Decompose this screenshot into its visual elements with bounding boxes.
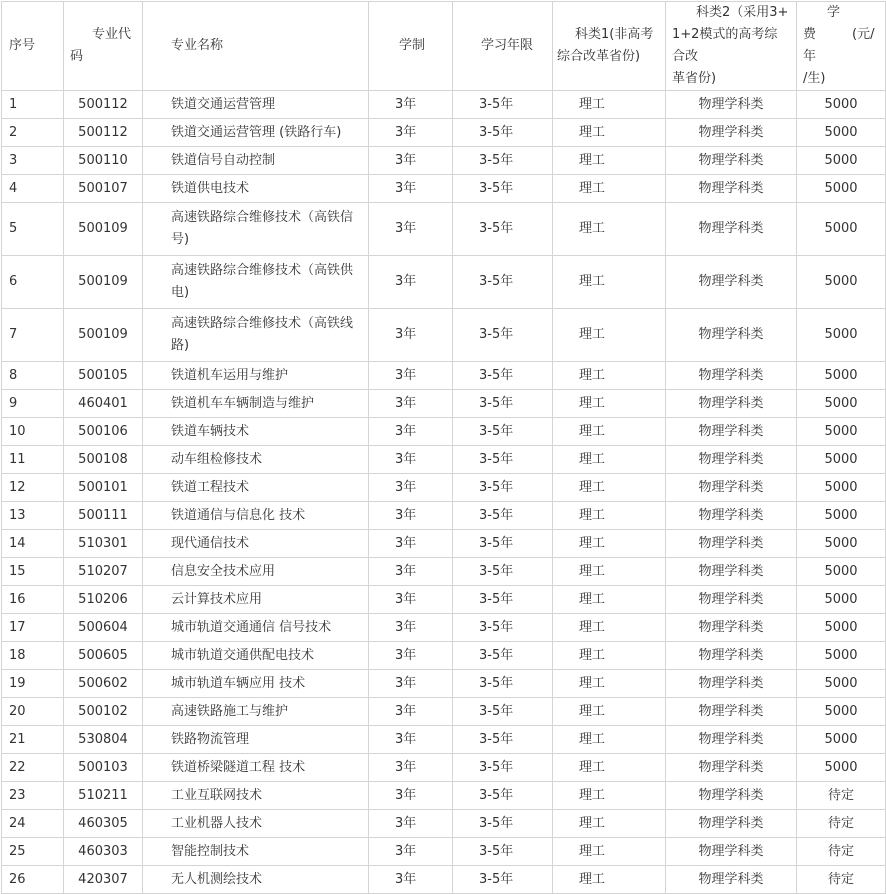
- cell-duration: 3年: [369, 754, 453, 782]
- table-row: [2, 362, 886, 390]
- cell-fee: 5000: [797, 726, 886, 754]
- cell-fee: 5000: [797, 698, 886, 726]
- header-no: 序号: [2, 2, 64, 91]
- cell-category-2: 物理学科类: [666, 446, 797, 474]
- cell-category-1: 理工: [553, 782, 666, 810]
- cell-study-years: 3-5年: [453, 586, 553, 614]
- majors-table: [1, 1, 886, 894]
- header-duration: 学制: [369, 2, 453, 91]
- cell-code: 460305: [64, 810, 143, 838]
- cell-category-2: 物理学科类: [666, 256, 797, 309]
- header-category-1: 科类1(非高考 综合改革省份): [553, 2, 666, 91]
- cell-study-years: 3-5年: [453, 256, 553, 309]
- cell-no: 26: [2, 866, 64, 894]
- cell-study-years: 3-5年: [453, 446, 553, 474]
- cell-no: 1: [2, 91, 64, 119]
- cell-category-1: 理工: [553, 586, 666, 614]
- cell-duration: 3年: [369, 502, 453, 530]
- cell-no: 22: [2, 754, 64, 782]
- cell-duration: 3年: [369, 446, 453, 474]
- table-row: [2, 670, 886, 698]
- cell-code: 500112: [64, 119, 143, 147]
- cell-code: 500108: [64, 446, 143, 474]
- cell-category-1: 理工: [553, 203, 666, 256]
- cell-duration: 3年: [369, 362, 453, 390]
- cell-category-1: 理工: [553, 642, 666, 670]
- cell-category-2: 物理学科类: [666, 175, 797, 203]
- cell-no: 7: [2, 309, 64, 362]
- cell-study-years: 3-5年: [453, 558, 553, 586]
- cell-no: 23: [2, 782, 64, 810]
- cell-code: 500109: [64, 203, 143, 256]
- cell-study-years: 3-5年: [453, 418, 553, 446]
- cell-name: 智能控制技术: [143, 838, 369, 866]
- cell-category-1: 理工: [553, 446, 666, 474]
- cell-category-1: 理工: [553, 558, 666, 586]
- cell-name: 无人机测绘技术: [143, 866, 369, 894]
- cell-name: 铁道通信与信息化 技术: [143, 502, 369, 530]
- table-row: [2, 256, 886, 309]
- cell-name: 城市轨道交通供配电技术: [143, 642, 369, 670]
- cell-code: 510211: [64, 782, 143, 810]
- cell-name: 铁道供电技术: [143, 175, 369, 203]
- cell-fee: 待定: [797, 866, 886, 894]
- cell-study-years: 3-5年: [453, 390, 553, 418]
- cell-category-2: 物理学科类: [666, 754, 797, 782]
- cell-no: 16: [2, 586, 64, 614]
- cell-fee: 5000: [797, 390, 886, 418]
- table-body: [2, 91, 886, 894]
- cell-fee: 5000: [797, 446, 886, 474]
- cell-name: 工业互联网技术: [143, 782, 369, 810]
- cell-code: 510206: [64, 586, 143, 614]
- table-row: [2, 558, 886, 586]
- table-row: [2, 119, 886, 147]
- cell-study-years: 3-5年: [453, 309, 553, 362]
- cell-study-years: 3-5年: [453, 147, 553, 175]
- cell-name: 铁道交通运营管理 (铁路行车): [143, 119, 369, 147]
- cell-duration: 3年: [369, 530, 453, 558]
- cell-category-1: 理工: [553, 726, 666, 754]
- cell-category-2: 物理学科类: [666, 558, 797, 586]
- cell-code: 460303: [64, 838, 143, 866]
- cell-code: 500103: [64, 754, 143, 782]
- cell-duration: 3年: [369, 670, 453, 698]
- table-row: [2, 474, 886, 502]
- cell-study-years: 3-5年: [453, 119, 553, 147]
- cell-name: 高速铁路综合维修技术（高铁供电): [143, 256, 369, 309]
- cell-name: 工业机器人技术: [143, 810, 369, 838]
- cell-category-2: 物理学科类: [666, 838, 797, 866]
- cell-name: 高速铁路综合维修技术（高铁线路): [143, 309, 369, 362]
- cell-category-2: 物理学科类: [666, 502, 797, 530]
- cell-category-1: 理工: [553, 309, 666, 362]
- cell-duration: 3年: [369, 782, 453, 810]
- cell-duration: 3年: [369, 614, 453, 642]
- cell-no: 15: [2, 558, 64, 586]
- cell-fee: 5000: [797, 530, 886, 558]
- cell-duration: 3年: [369, 642, 453, 670]
- cell-no: 19: [2, 670, 64, 698]
- cell-no: 24: [2, 810, 64, 838]
- cell-category-1: 理工: [553, 256, 666, 309]
- cell-category-2: 物理学科类: [666, 642, 797, 670]
- table-row: [2, 866, 886, 894]
- cell-study-years: 3-5年: [453, 726, 553, 754]
- cell-category-1: 理工: [553, 810, 666, 838]
- cell-code: 500602: [64, 670, 143, 698]
- header-category-2: 科类2（采用3+ 1+2模式的高考综合改 革省份): [666, 2, 797, 91]
- cell-fee: 5000: [797, 119, 886, 147]
- cell-category-1: 理工: [553, 474, 666, 502]
- table-row: [2, 530, 886, 558]
- cell-name: 铁路物流管理: [143, 726, 369, 754]
- cell-code: 500109: [64, 256, 143, 309]
- header-fee: 学 费 (元/年 /生): [797, 2, 886, 91]
- cell-code: 500109: [64, 309, 143, 362]
- cell-category-1: 理工: [553, 670, 666, 698]
- cell-name: 铁道车辆技术: [143, 418, 369, 446]
- cell-study-years: 3-5年: [453, 175, 553, 203]
- cell-name: 云计算技术应用: [143, 586, 369, 614]
- table-row: [2, 390, 886, 418]
- cell-code: 420307: [64, 866, 143, 894]
- cell-duration: 3年: [369, 256, 453, 309]
- cell-study-years: 3-5年: [453, 502, 553, 530]
- cell-study-years: 3-5年: [453, 866, 553, 894]
- cell-code: 500107: [64, 175, 143, 203]
- cell-duration: 3年: [369, 474, 453, 502]
- table-row: [2, 838, 886, 866]
- cell-duration: 3年: [369, 810, 453, 838]
- cell-category-1: 理工: [553, 119, 666, 147]
- cell-duration: 3年: [369, 838, 453, 866]
- cell-study-years: 3-5年: [453, 530, 553, 558]
- cell-no: 25: [2, 838, 64, 866]
- cell-category-1: 理工: [553, 866, 666, 894]
- cell-study-years: 3-5年: [453, 614, 553, 642]
- cell-duration: 3年: [369, 558, 453, 586]
- table-row: [2, 782, 886, 810]
- cell-study-years: 3-5年: [453, 810, 553, 838]
- cell-category-2: 物理学科类: [666, 698, 797, 726]
- header-row: [2, 2, 886, 91]
- cell-fee: 待定: [797, 782, 886, 810]
- cell-study-years: 3-5年: [453, 782, 553, 810]
- cell-fee: 5000: [797, 642, 886, 670]
- cell-study-years: 3-5年: [453, 670, 553, 698]
- cell-duration: 3年: [369, 91, 453, 119]
- cell-duration: 3年: [369, 309, 453, 362]
- cell-code: 510207: [64, 558, 143, 586]
- cell-fee: 5000: [797, 614, 886, 642]
- table-row: [2, 586, 886, 614]
- table-row: [2, 418, 886, 446]
- cell-no: 6: [2, 256, 64, 309]
- table-row: [2, 726, 886, 754]
- cell-category-1: 理工: [553, 502, 666, 530]
- cell-category-1: 理工: [553, 362, 666, 390]
- cell-name: 铁道工程技术: [143, 474, 369, 502]
- table-row: [2, 502, 886, 530]
- cell-duration: 3年: [369, 726, 453, 754]
- cell-name: 铁道机车车辆制造与维护: [143, 390, 369, 418]
- cell-duration: 3年: [369, 119, 453, 147]
- table-row: [2, 810, 886, 838]
- cell-no: 20: [2, 698, 64, 726]
- cell-category-2: 物理学科类: [666, 390, 797, 418]
- cell-category-1: 理工: [553, 418, 666, 446]
- cell-category-2: 物理学科类: [666, 530, 797, 558]
- cell-fee: 5000: [797, 147, 886, 175]
- cell-fee: 5000: [797, 256, 886, 309]
- cell-category-2: 物理学科类: [666, 418, 797, 446]
- cell-study-years: 3-5年: [453, 474, 553, 502]
- cell-fee: 5000: [797, 502, 886, 530]
- cell-code: 500102: [64, 698, 143, 726]
- cell-category-1: 理工: [553, 754, 666, 782]
- table-row: [2, 309, 886, 362]
- cell-fee: 5000: [797, 203, 886, 256]
- cell-name: 铁道交通运营管理: [143, 91, 369, 119]
- table-row: [2, 642, 886, 670]
- cell-name: 高速铁路施工与维护: [143, 698, 369, 726]
- cell-category-1: 理工: [553, 614, 666, 642]
- cell-duration: 3年: [369, 866, 453, 894]
- header-code: 专业代 码: [64, 2, 143, 91]
- cell-name: 城市轨道交通通信 信号技术: [143, 614, 369, 642]
- cell-name: 铁道机车运用与维护: [143, 362, 369, 390]
- cell-category-2: 物理学科类: [666, 203, 797, 256]
- cell-no: 3: [2, 147, 64, 175]
- cell-study-years: 3-5年: [453, 362, 553, 390]
- cell-category-1: 理工: [553, 530, 666, 558]
- cell-category-2: 物理学科类: [666, 726, 797, 754]
- cell-fee: 待定: [797, 810, 886, 838]
- cell-category-1: 理工: [553, 838, 666, 866]
- cell-name: 铁道信号自动控制: [143, 147, 369, 175]
- cell-no: 13: [2, 502, 64, 530]
- cell-name: 信息安全技术应用: [143, 558, 369, 586]
- cell-code: 500105: [64, 362, 143, 390]
- table-row: [2, 147, 886, 175]
- cell-category-2: 物理学科类: [666, 362, 797, 390]
- cell-name: 城市轨道车辆应用 技术: [143, 670, 369, 698]
- cell-duration: 3年: [369, 586, 453, 614]
- cell-study-years: 3-5年: [453, 91, 553, 119]
- cell-no: 8: [2, 362, 64, 390]
- table-row: [2, 614, 886, 642]
- cell-code: 460401: [64, 390, 143, 418]
- cell-no: 14: [2, 530, 64, 558]
- cell-category-2: 物理学科类: [666, 147, 797, 175]
- header-study-years: 学习年限: [453, 2, 553, 91]
- cell-category-2: 物理学科类: [666, 782, 797, 810]
- cell-code: 500605: [64, 642, 143, 670]
- cell-no: 9: [2, 390, 64, 418]
- cell-study-years: 3-5年: [453, 754, 553, 782]
- cell-category-1: 理工: [553, 390, 666, 418]
- cell-study-years: 3-5年: [453, 838, 553, 866]
- cell-no: 21: [2, 726, 64, 754]
- cell-fee: 5000: [797, 418, 886, 446]
- table-row: [2, 91, 886, 119]
- cell-code: 500112: [64, 91, 143, 119]
- cell-no: 5: [2, 203, 64, 256]
- table-row: [2, 446, 886, 474]
- cell-category-2: 物理学科类: [666, 119, 797, 147]
- cell-category-1: 理工: [553, 91, 666, 119]
- cell-fee: 5000: [797, 175, 886, 203]
- cell-category-2: 物理学科类: [666, 474, 797, 502]
- table-row: [2, 754, 886, 782]
- cell-duration: 3年: [369, 390, 453, 418]
- cell-code: 500604: [64, 614, 143, 642]
- cell-name: 现代通信技术: [143, 530, 369, 558]
- cell-fee: 待定: [797, 838, 886, 866]
- cell-no: 11: [2, 446, 64, 474]
- cell-name: 动车组检修技术: [143, 446, 369, 474]
- cell-duration: 3年: [369, 698, 453, 726]
- table-row: [2, 203, 886, 256]
- cell-category-2: 物理学科类: [666, 586, 797, 614]
- cell-fee: 5000: [797, 670, 886, 698]
- cell-no: 18: [2, 642, 64, 670]
- cell-duration: 3年: [369, 175, 453, 203]
- cell-name: 铁道桥梁隧道工程 技术: [143, 754, 369, 782]
- cell-code: 500111: [64, 502, 143, 530]
- cell-name: 高速铁路综合维修技术（高铁信号): [143, 203, 369, 256]
- cell-fee: 5000: [797, 474, 886, 502]
- cell-code: 510301: [64, 530, 143, 558]
- header-name: 专业名称: [143, 2, 369, 91]
- cell-category-2: 物理学科类: [666, 91, 797, 119]
- cell-code: 500101: [64, 474, 143, 502]
- cell-duration: 3年: [369, 203, 453, 256]
- cell-fee: 5000: [797, 754, 886, 782]
- cell-no: 17: [2, 614, 64, 642]
- cell-study-years: 3-5年: [453, 642, 553, 670]
- cell-study-years: 3-5年: [453, 203, 553, 256]
- cell-fee: 5000: [797, 91, 886, 119]
- cell-category-1: 理工: [553, 698, 666, 726]
- cell-duration: 3年: [369, 418, 453, 446]
- cell-category-2: 物理学科类: [666, 810, 797, 838]
- cell-category-2: 物理学科类: [666, 866, 797, 894]
- table-row: [2, 175, 886, 203]
- cell-fee: 5000: [797, 362, 886, 390]
- cell-fee: 5000: [797, 558, 886, 586]
- cell-no: 12: [2, 474, 64, 502]
- cell-category-2: 物理学科类: [666, 614, 797, 642]
- cell-fee: 5000: [797, 309, 886, 362]
- cell-code: 500110: [64, 147, 143, 175]
- cell-category-1: 理工: [553, 147, 666, 175]
- cell-fee: 5000: [797, 586, 886, 614]
- cell-no: 2: [2, 119, 64, 147]
- cell-study-years: 3-5年: [453, 698, 553, 726]
- cell-no: 4: [2, 175, 64, 203]
- cell-category-2: 物理学科类: [666, 309, 797, 362]
- cell-no: 10: [2, 418, 64, 446]
- cell-duration: 3年: [369, 147, 453, 175]
- cell-code: 530804: [64, 726, 143, 754]
- cell-code: 500106: [64, 418, 143, 446]
- cell-category-1: 理工: [553, 175, 666, 203]
- table-row: [2, 698, 886, 726]
- cell-category-2: 物理学科类: [666, 670, 797, 698]
